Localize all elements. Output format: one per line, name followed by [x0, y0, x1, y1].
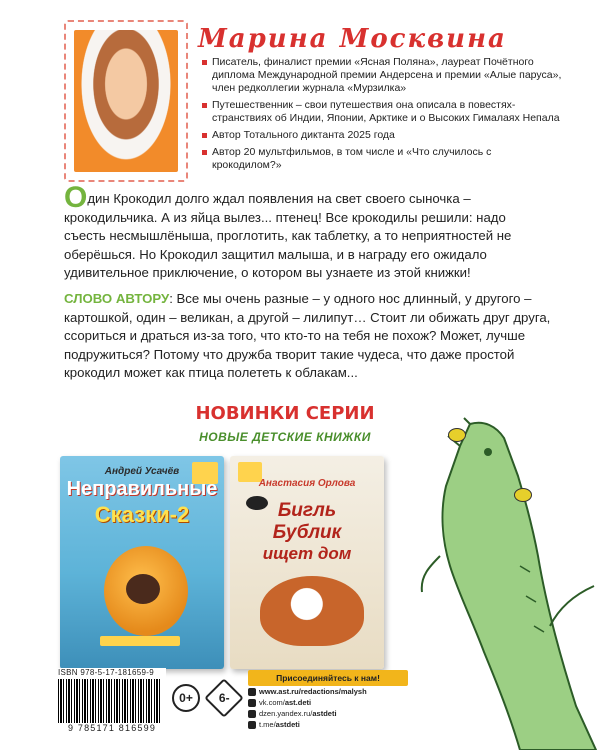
- book-cover-bigl: [230, 456, 384, 669]
- book-title-line: Сказки-2: [94, 502, 190, 527]
- bee-icon: [448, 428, 466, 442]
- social-link[interactable]: dzen.yandex.ru/ astdeti: [248, 708, 408, 719]
- book-title-line: Бигль: [277, 500, 337, 521]
- social-link[interactable]: www.ast.ru/redactions/malysh: [248, 686, 408, 697]
- book-title-line: ищет дом: [262, 544, 352, 563]
- drop-cap: О: [64, 181, 88, 214]
- social-link[interactable]: t.me/ astdeti: [248, 719, 408, 730]
- book-author: Андрей Усачёв: [104, 466, 180, 477]
- author-photo: [74, 30, 178, 172]
- book-description: [64, 181, 550, 283]
- author-word-text: : Все мы очень разные – у одного нос длинный, у другого – картошкой, один – великан, а другой – лилипут… Стоит ли обижать друг друга, ссориться и драться из-за того, что кто-то на тебя не похож? Может, лучше подружиться? Потому что дружба творит такие чудеса, что даже простой крокодил может как птица полететь к облакам...: [64, 291, 551, 381]
- isbn-text: ISBN 978-5-17-181659-9: [58, 668, 154, 677]
- book-title-line: Неправильные: [66, 478, 218, 500]
- crocodile-illustration: [400, 416, 600, 750]
- social-link[interactable]: vk.com/ ast.deti: [248, 697, 408, 708]
- age-warning-icon: [204, 678, 244, 718]
- author-word: [64, 290, 552, 383]
- bio-item: Автор 20 мультфильмов, в том числе и «Что случилось с крокодилом?»: [202, 146, 562, 172]
- age-rating-icon: [172, 684, 200, 712]
- web-icon: [248, 688, 256, 696]
- series-title: НОВИНКИ СЕРИИ: [195, 403, 375, 424]
- bee-icon: [514, 488, 532, 502]
- bio-item: Автор Тотального диктанта 2025 года: [202, 129, 562, 142]
- dzen-icon: [248, 710, 256, 718]
- bio-item: Путешественник – свои путешествия она описала в повестях-странствиях об Индии, Японии, Арктике и о Высоких Гималаях Непала: [202, 99, 562, 125]
- social-links: [248, 670, 408, 730]
- author-photo-frame: [64, 20, 188, 182]
- age-warning-text: 6-: [218, 690, 230, 705]
- dog-illustration: [260, 576, 364, 646]
- book-author: Анастасия Орлова: [258, 478, 356, 489]
- author-word-label: СЛОВО АВТОРУ: [64, 291, 170, 306]
- book-title-line: Бублик: [272, 522, 342, 543]
- vk-icon: [248, 699, 256, 707]
- description-text: дин Крокодил долго ждал появления на свет своего сыночка – крокодильчика. А из яйца вылез... птенец! Все крокодилы решили: надо съесть несмышлёныша, проглотить, как таблетку, а то неприятностей не оберёшься. Но Крокодил защитил малыша, и в награду его ожидало удивительное приключение, о котором вы узнаете из этой книжки!: [64, 191, 512, 281]
- ean-text: 9 785171 816599: [67, 723, 157, 733]
- barcode-icon: [58, 679, 162, 723]
- series-subtitle: НОВЫЕ ДЕТСКИЕ КНИЖКИ: [199, 430, 371, 444]
- pumpkin-illustration: [104, 546, 188, 636]
- telegram-icon: [248, 721, 256, 729]
- book-cover-skazki: [60, 456, 224, 669]
- barcode-block: [58, 668, 166, 736]
- bio-item: Писатель, финалист премии «Ясная Поляна», лауреат Почётного диплома Международной премии Андерсена и премии «Алые паруса», член редколлегии журнала «Мурзилка»: [202, 56, 562, 95]
- join-us-label: Присоединяйтесь к нам!: [248, 670, 408, 686]
- age-rating-text: 0+: [179, 691, 193, 705]
- author-bio-list: [202, 56, 562, 176]
- author-name: Марина Москвина: [198, 24, 507, 54]
- cover-label-strip: [100, 636, 180, 646]
